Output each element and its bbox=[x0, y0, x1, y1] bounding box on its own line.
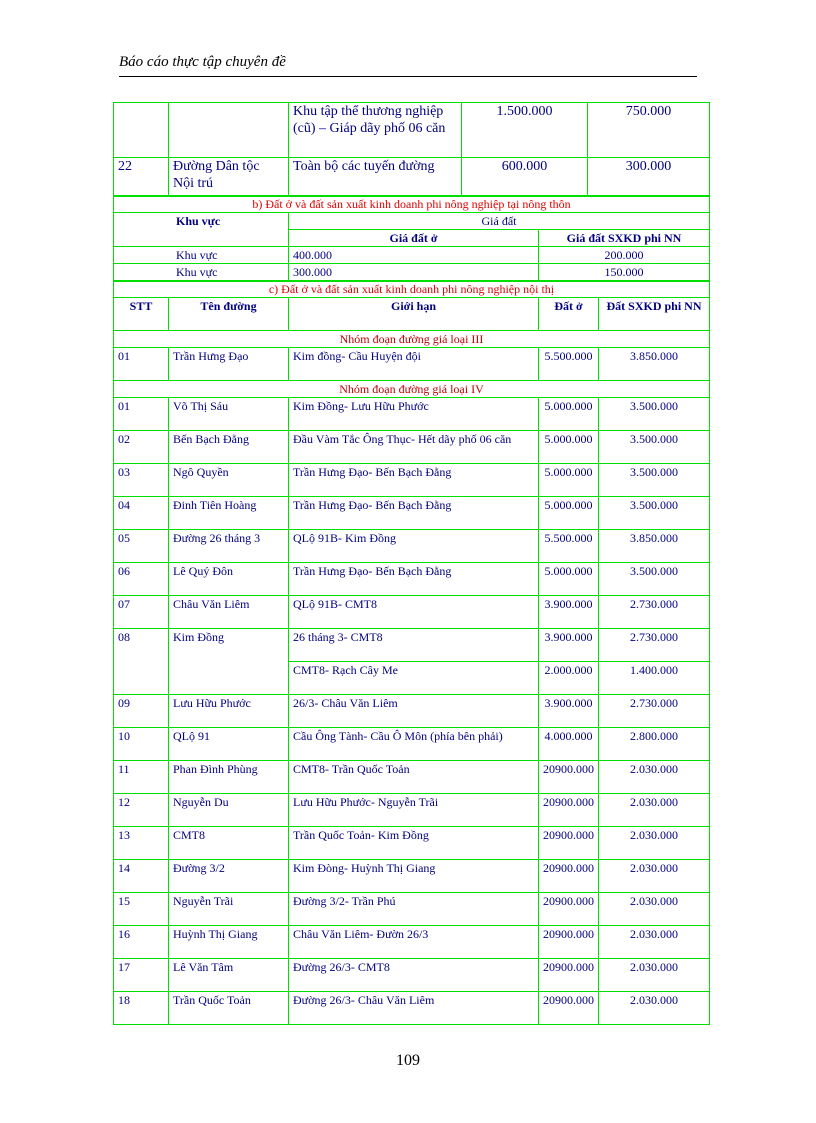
land-price-cell: 3.900.000 bbox=[539, 695, 599, 728]
business-price-cell: 2.730.000 bbox=[599, 629, 710, 662]
table-row bbox=[114, 959, 710, 992]
street-cell: Đường 3/2 bbox=[169, 860, 289, 893]
table-row bbox=[114, 158, 710, 196]
street-cell: Lê Quý Đôn bbox=[169, 563, 289, 596]
street-cell: Huỳnh Thị Giang bbox=[169, 926, 289, 959]
stt-cell: 08 bbox=[114, 629, 169, 695]
stt-cell: 03 bbox=[114, 464, 169, 497]
land-price-cell: 20900.000 bbox=[539, 794, 599, 827]
stt-cell: 18 bbox=[114, 992, 169, 1025]
continuation-table bbox=[113, 102, 710, 196]
street-cell: Trần Hưng Đạo bbox=[169, 348, 289, 381]
table-row bbox=[114, 926, 710, 959]
limit-cell: Trần Quốc Toản- Kim Đồng bbox=[289, 827, 539, 860]
land-price-cell: 2.000.000 bbox=[539, 662, 599, 695]
business-price-cell: 2.030.000 bbox=[599, 926, 710, 959]
business-price-cell: 2.030.000 bbox=[599, 959, 710, 992]
group-row bbox=[114, 331, 710, 348]
price-table-frame bbox=[113, 102, 709, 1025]
table-row bbox=[114, 695, 710, 728]
urban-table bbox=[113, 281, 710, 1025]
limit-cell: QLộ 91B- Kim Đồng bbox=[289, 530, 539, 563]
land-price-cell: 400.000 bbox=[289, 247, 539, 264]
street-cell: Đinh Tiên Hoàng bbox=[169, 497, 289, 530]
area-cell: Khu vực bbox=[114, 264, 289, 281]
street-cell: Nguyễn Trãi bbox=[169, 893, 289, 926]
business-price-cell: 300.000 bbox=[588, 158, 710, 196]
street-cell: Lê Văn Tâm bbox=[169, 959, 289, 992]
stt-cell: 12 bbox=[114, 794, 169, 827]
limit-cell: QLộ 91B- CMT8 bbox=[289, 596, 539, 629]
land-price-cell: 20900.000 bbox=[539, 992, 599, 1025]
rural-business-header: Giá đất SXKD phi NN bbox=[539, 230, 710, 247]
stt-cell: 10 bbox=[114, 728, 169, 761]
stt-cell: 06 bbox=[114, 563, 169, 596]
business-price-cell: 750.000 bbox=[588, 103, 710, 158]
land-price-cell: 300.000 bbox=[289, 264, 539, 281]
rural-section-title: b) Đất ở và đất sản xuất kinh doanh phi nông nghiệp tại nông thôn bbox=[114, 197, 710, 213]
section-title-row bbox=[114, 197, 710, 213]
table-row bbox=[114, 348, 710, 381]
stt-cell: 02 bbox=[114, 431, 169, 464]
stt-cell: 01 bbox=[114, 348, 169, 381]
group-title-iv: Nhóm đoạn đường giá loại IV bbox=[114, 381, 710, 398]
table-row bbox=[114, 761, 710, 794]
group-title-iii: Nhóm đoạn đường giá loại III bbox=[114, 331, 710, 348]
limit-cell: Khu tập thể thương nghiệp (cũ) – Giáp dãy phố 06 căn bbox=[289, 103, 462, 158]
business-price-cell: 3.500.000 bbox=[599, 398, 710, 431]
business-price-cell: 2.030.000 bbox=[599, 992, 710, 1025]
stt-cell bbox=[114, 103, 169, 158]
area-cell: Khu vực bbox=[114, 247, 289, 264]
land-price-cell: 3.900.000 bbox=[539, 629, 599, 662]
limit-header: Giới hạn bbox=[289, 298, 539, 331]
table-row bbox=[114, 827, 710, 860]
urban-header-row bbox=[114, 298, 710, 331]
table-row bbox=[114, 992, 710, 1025]
stt-cell: 04 bbox=[114, 497, 169, 530]
street-cell: QLộ 91 bbox=[169, 728, 289, 761]
rural-table bbox=[113, 196, 710, 281]
limit-cell: Châu Văn Liêm- Đườn 26/3 bbox=[289, 926, 539, 959]
stt-cell: 05 bbox=[114, 530, 169, 563]
land-price-cell: 20900.000 bbox=[539, 959, 599, 992]
land-price-cell: 5.500.000 bbox=[539, 530, 599, 563]
rural-area-header: Khu vực bbox=[114, 213, 289, 247]
business-price-cell: 2.030.000 bbox=[599, 860, 710, 893]
page-number: 109 bbox=[396, 1052, 420, 1069]
street-cell: Phan Đình Phùng bbox=[169, 761, 289, 794]
street-cell: Đường Dân tộc Nội trú bbox=[169, 158, 289, 196]
land-header: Đất ở bbox=[539, 298, 599, 331]
header-rule bbox=[119, 76, 697, 77]
land-price-cell: 5.000.000 bbox=[539, 464, 599, 497]
table-row bbox=[114, 563, 710, 596]
stt-cell: 22 bbox=[114, 158, 169, 196]
table-row bbox=[114, 431, 710, 464]
land-price-cell: 3.900.000 bbox=[539, 596, 599, 629]
group-iv-body bbox=[114, 398, 710, 1025]
table-row bbox=[114, 728, 710, 761]
land-price-cell: 20900.000 bbox=[539, 827, 599, 860]
street-cell: Lưu Hữu Phước bbox=[169, 695, 289, 728]
street-cell: Bến Bạch Đằng bbox=[169, 431, 289, 464]
table-row bbox=[114, 860, 710, 893]
business-price-cell: 3.500.000 bbox=[599, 464, 710, 497]
business-price-cell: 2.730.000 bbox=[599, 596, 710, 629]
limit-cell: CMT8- Rạch Cây Me bbox=[289, 662, 539, 695]
land-price-cell: 20900.000 bbox=[539, 761, 599, 794]
limit-cell: 26/3- Châu Văn Liêm bbox=[289, 695, 539, 728]
land-price-cell: 20900.000 bbox=[539, 926, 599, 959]
street-cell: Trần Quốc Toản bbox=[169, 992, 289, 1025]
limit-cell: Lưu Hữu Phước- Nguyễn Trãi bbox=[289, 794, 539, 827]
business-price-cell: 2.030.000 bbox=[599, 761, 710, 794]
limit-cell: Đường 26/3- Châu Văn Liêm bbox=[289, 992, 539, 1025]
business-price-cell: 3.500.000 bbox=[599, 431, 710, 464]
table-row bbox=[114, 497, 710, 530]
street-cell: Kim Đồng bbox=[169, 629, 289, 695]
table-row bbox=[114, 629, 710, 662]
business-price-cell: 150.000 bbox=[539, 264, 710, 281]
table-row bbox=[114, 103, 710, 158]
land-price-cell: 5.000.000 bbox=[539, 563, 599, 596]
business-price-cell: 3.850.000 bbox=[599, 530, 710, 563]
limit-cell: 26 tháng 3- CMT8 bbox=[289, 629, 539, 662]
land-price-cell: 20900.000 bbox=[539, 893, 599, 926]
street-cell: Nguyễn Du bbox=[169, 794, 289, 827]
limit-cell: Trần Hưng Đạo- Bến Bạch Đằng bbox=[289, 464, 539, 497]
rural-land-header: Giá đất ở bbox=[289, 230, 539, 247]
business-price-cell: 2.030.000 bbox=[599, 893, 710, 926]
limit-cell: Trần Hưng Đạo- Bến Bạch Đằng bbox=[289, 497, 539, 530]
group-iii-body bbox=[114, 348, 710, 381]
business-price-cell: 1.400.000 bbox=[599, 662, 710, 695]
business-price-cell: 2.030.000 bbox=[599, 827, 710, 860]
business-price-cell: 3.850.000 bbox=[599, 348, 710, 381]
street-cell: Châu Văn Liêm bbox=[169, 596, 289, 629]
limit-cell: Đường 26/3- CMT8 bbox=[289, 959, 539, 992]
limit-cell: Trần Hưng Đạo- Bến Bạch Đằng bbox=[289, 563, 539, 596]
land-price-cell: 5.000.000 bbox=[539, 398, 599, 431]
stt-cell: 11 bbox=[114, 761, 169, 794]
table-row bbox=[114, 893, 710, 926]
business-price-cell: 3.500.000 bbox=[599, 563, 710, 596]
business-price-cell: 200.000 bbox=[539, 247, 710, 264]
limit-cell: Đường 3/2- Trần Phú bbox=[289, 893, 539, 926]
stt-cell: 14 bbox=[114, 860, 169, 893]
business-price-cell: 2.030.000 bbox=[599, 794, 710, 827]
table-row bbox=[114, 794, 710, 827]
limit-cell: Đầu Vàm Tắc Ông Thục- Hết dãy phố 06 căn bbox=[289, 431, 539, 464]
business-header: Đất SXKD phi NN bbox=[599, 298, 710, 331]
rural-header-row bbox=[114, 213, 710, 230]
land-price-cell: 4.000.000 bbox=[539, 728, 599, 761]
table-row bbox=[114, 398, 710, 431]
limit-cell: Kim Đòng- Huỳnh Thị Giang bbox=[289, 860, 539, 893]
land-price-cell: 5.000.000 bbox=[539, 431, 599, 464]
business-price-cell: 2.800.000 bbox=[599, 728, 710, 761]
street-cell bbox=[169, 103, 289, 158]
table-row bbox=[114, 464, 710, 497]
land-price-cell: 5.500.000 bbox=[539, 348, 599, 381]
stt-cell: 07 bbox=[114, 596, 169, 629]
land-price-cell: 600.000 bbox=[462, 158, 588, 196]
stt-cell: 16 bbox=[114, 926, 169, 959]
header-title: Báo cáo thực tập chuyên đề bbox=[119, 54, 286, 70]
rural-price-header: Giá đất bbox=[289, 213, 710, 230]
stt-header: STT bbox=[114, 298, 169, 331]
stt-cell: 13 bbox=[114, 827, 169, 860]
table-row bbox=[114, 264, 710, 281]
limit-cell: Kim đồng- Cầu Huyện đội bbox=[289, 348, 539, 381]
limit-cell: Toàn bộ các tuyến đường bbox=[289, 158, 462, 196]
table-row bbox=[114, 247, 710, 264]
street-cell: Đường 26 tháng 3 bbox=[169, 530, 289, 563]
urban-section-title: c) Đất ở và đất sản xuất kinh doanh phi nông nghiệp nội thị bbox=[114, 282, 710, 298]
business-price-cell: 2.730.000 bbox=[599, 695, 710, 728]
limit-cell: Cầu Ông Tành- Cầu Ô Môn (phía bên phải) bbox=[289, 728, 539, 761]
street-header: Tên đường bbox=[169, 298, 289, 331]
section-title-row bbox=[114, 282, 710, 298]
table-row bbox=[114, 530, 710, 563]
business-price-cell: 3.500.000 bbox=[599, 497, 710, 530]
street-cell: Võ Thị Sáu bbox=[169, 398, 289, 431]
land-price-cell: 20900.000 bbox=[539, 860, 599, 893]
land-price-cell: 5.000.000 bbox=[539, 497, 599, 530]
street-cell: Ngô Quyền bbox=[169, 464, 289, 497]
stt-cell: 09 bbox=[114, 695, 169, 728]
land-price-cell: 1.500.000 bbox=[462, 103, 588, 158]
page-header bbox=[119, 52, 697, 78]
street-cell: CMT8 bbox=[169, 827, 289, 860]
stt-cell: 01 bbox=[114, 398, 169, 431]
table-row bbox=[114, 596, 710, 629]
limit-cell: Kim Đồng- Lưu Hữu Phước bbox=[289, 398, 539, 431]
stt-cell: 17 bbox=[114, 959, 169, 992]
limit-cell: CMT8- Trần Quốc Toản bbox=[289, 761, 539, 794]
stt-cell: 15 bbox=[114, 893, 169, 926]
group-row bbox=[114, 381, 710, 398]
